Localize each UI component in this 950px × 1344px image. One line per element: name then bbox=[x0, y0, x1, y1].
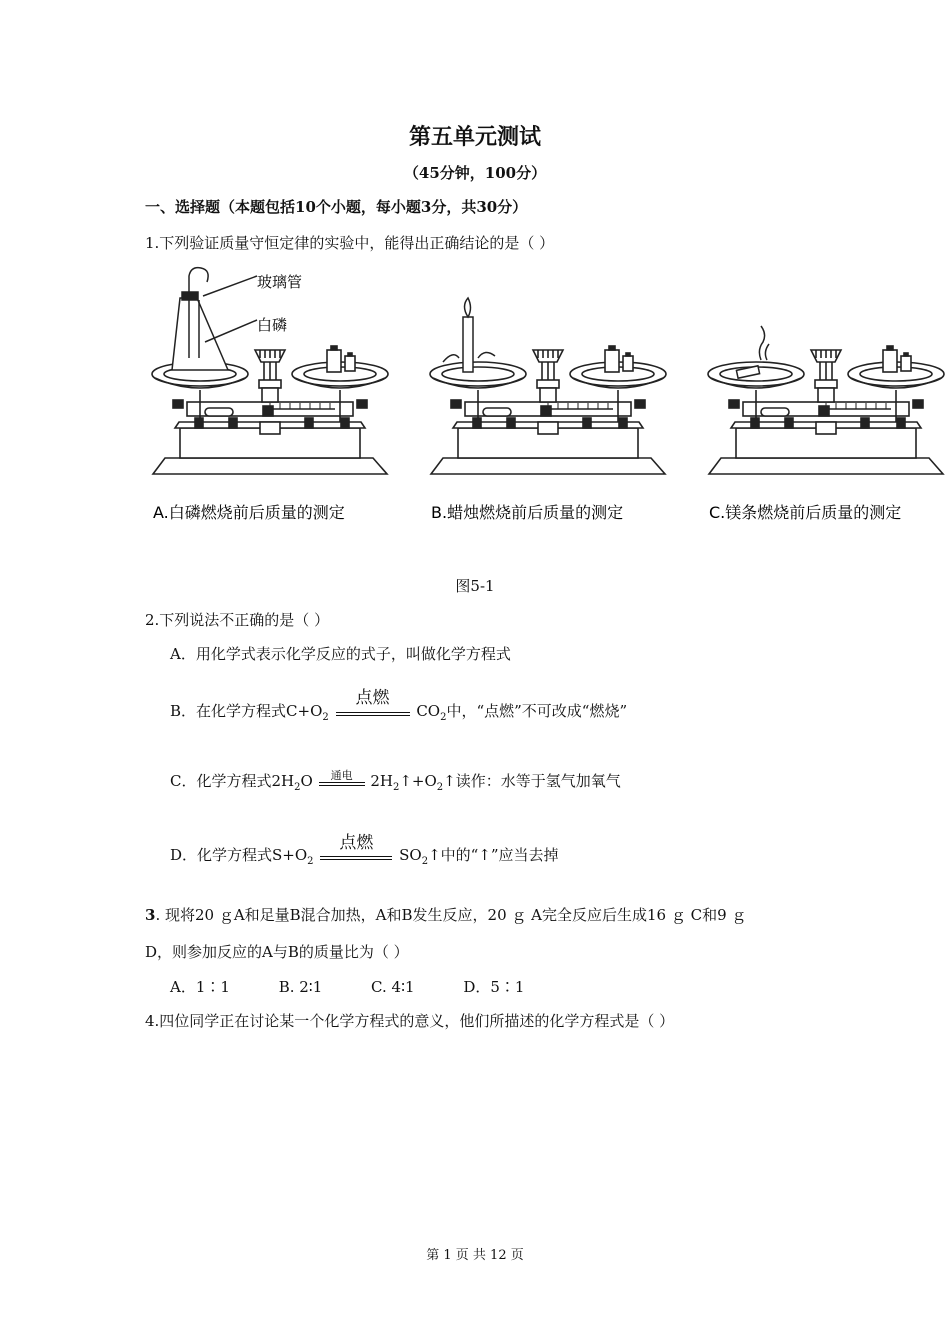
caption-c: C.镁条燃烧前后质量的测定 bbox=[709, 503, 902, 522]
choice-c: C. 4∶1 bbox=[371, 978, 415, 996]
question-3-line-1: 3. 现将20 ｇA和足量B混合加热，A和B发生反应，20 ｇ A完全反应后生成16 ｇ C和9 ｇ bbox=[145, 906, 747, 924]
question-2-stem: 2.下列说法不正确的是（ ） bbox=[145, 611, 330, 629]
choice-b: B. 2∶1 bbox=[278, 978, 323, 996]
question-4-stem: 4.四位同学正在讨论某一个化学方程式的意义，他们所描述的化学方程式是（ ） bbox=[145, 1012, 675, 1030]
choice-d: D．5∶1 bbox=[463, 978, 525, 996]
question-3-choices bbox=[170, 976, 568, 997]
figure-balances bbox=[145, 262, 950, 532]
question-3-line-2: D，则参加反应的A与B的质量比为（ ） bbox=[145, 943, 409, 961]
condition-electrolysis: 通电 bbox=[330, 769, 353, 782]
label-glass-tube: 玻璃管 bbox=[257, 273, 303, 291]
question-2-option-b: B．在化学方程式$C+O_2$ 点燃 $CO_2$中，“点燃”不可改成“燃烧” bbox=[170, 694, 627, 723]
question-1-stem: 1.下列验证质量守恒定律的实验中，能得出正确结论的是（ ） bbox=[145, 234, 555, 252]
figure-caption: 图5-1 bbox=[455, 577, 495, 595]
caption-a: A.白磷燃烧前后质量的测定 bbox=[153, 503, 345, 522]
caption-b: B.蜡烛燃烧前后质量的测定 bbox=[431, 503, 624, 522]
question-2-option-d: D．化学方程式$S+O_2$ 点燃 $SO_2↑$中的“↑”应当去掉 bbox=[170, 836, 559, 867]
question-2-option-c: C．化学方程式$2H_2O$ 通电 $2H_2↑+O_2↑$读作：水等于氢气加氧气 bbox=[170, 769, 621, 793]
condition-ignite: 点燃 bbox=[355, 688, 390, 708]
choice-a: A．1∶1 bbox=[170, 978, 230, 996]
page-subtitle: （45分钟，100分） bbox=[403, 164, 547, 182]
section-heading: 一、选择题（本题包括10个小题，每小题3分，共30分） bbox=[145, 198, 528, 216]
question-2-option-a: A．用化学式表示化学反应的式子，叫做化学方程式 bbox=[170, 645, 511, 663]
page-title: 第五单元测试 bbox=[408, 124, 541, 150]
condition-ignite-d: 点燃 bbox=[339, 833, 374, 853]
page-footer: 第 1 页 共 12 页 bbox=[426, 1248, 524, 1263]
label-white-phosphorus: 白磷 bbox=[257, 316, 288, 334]
